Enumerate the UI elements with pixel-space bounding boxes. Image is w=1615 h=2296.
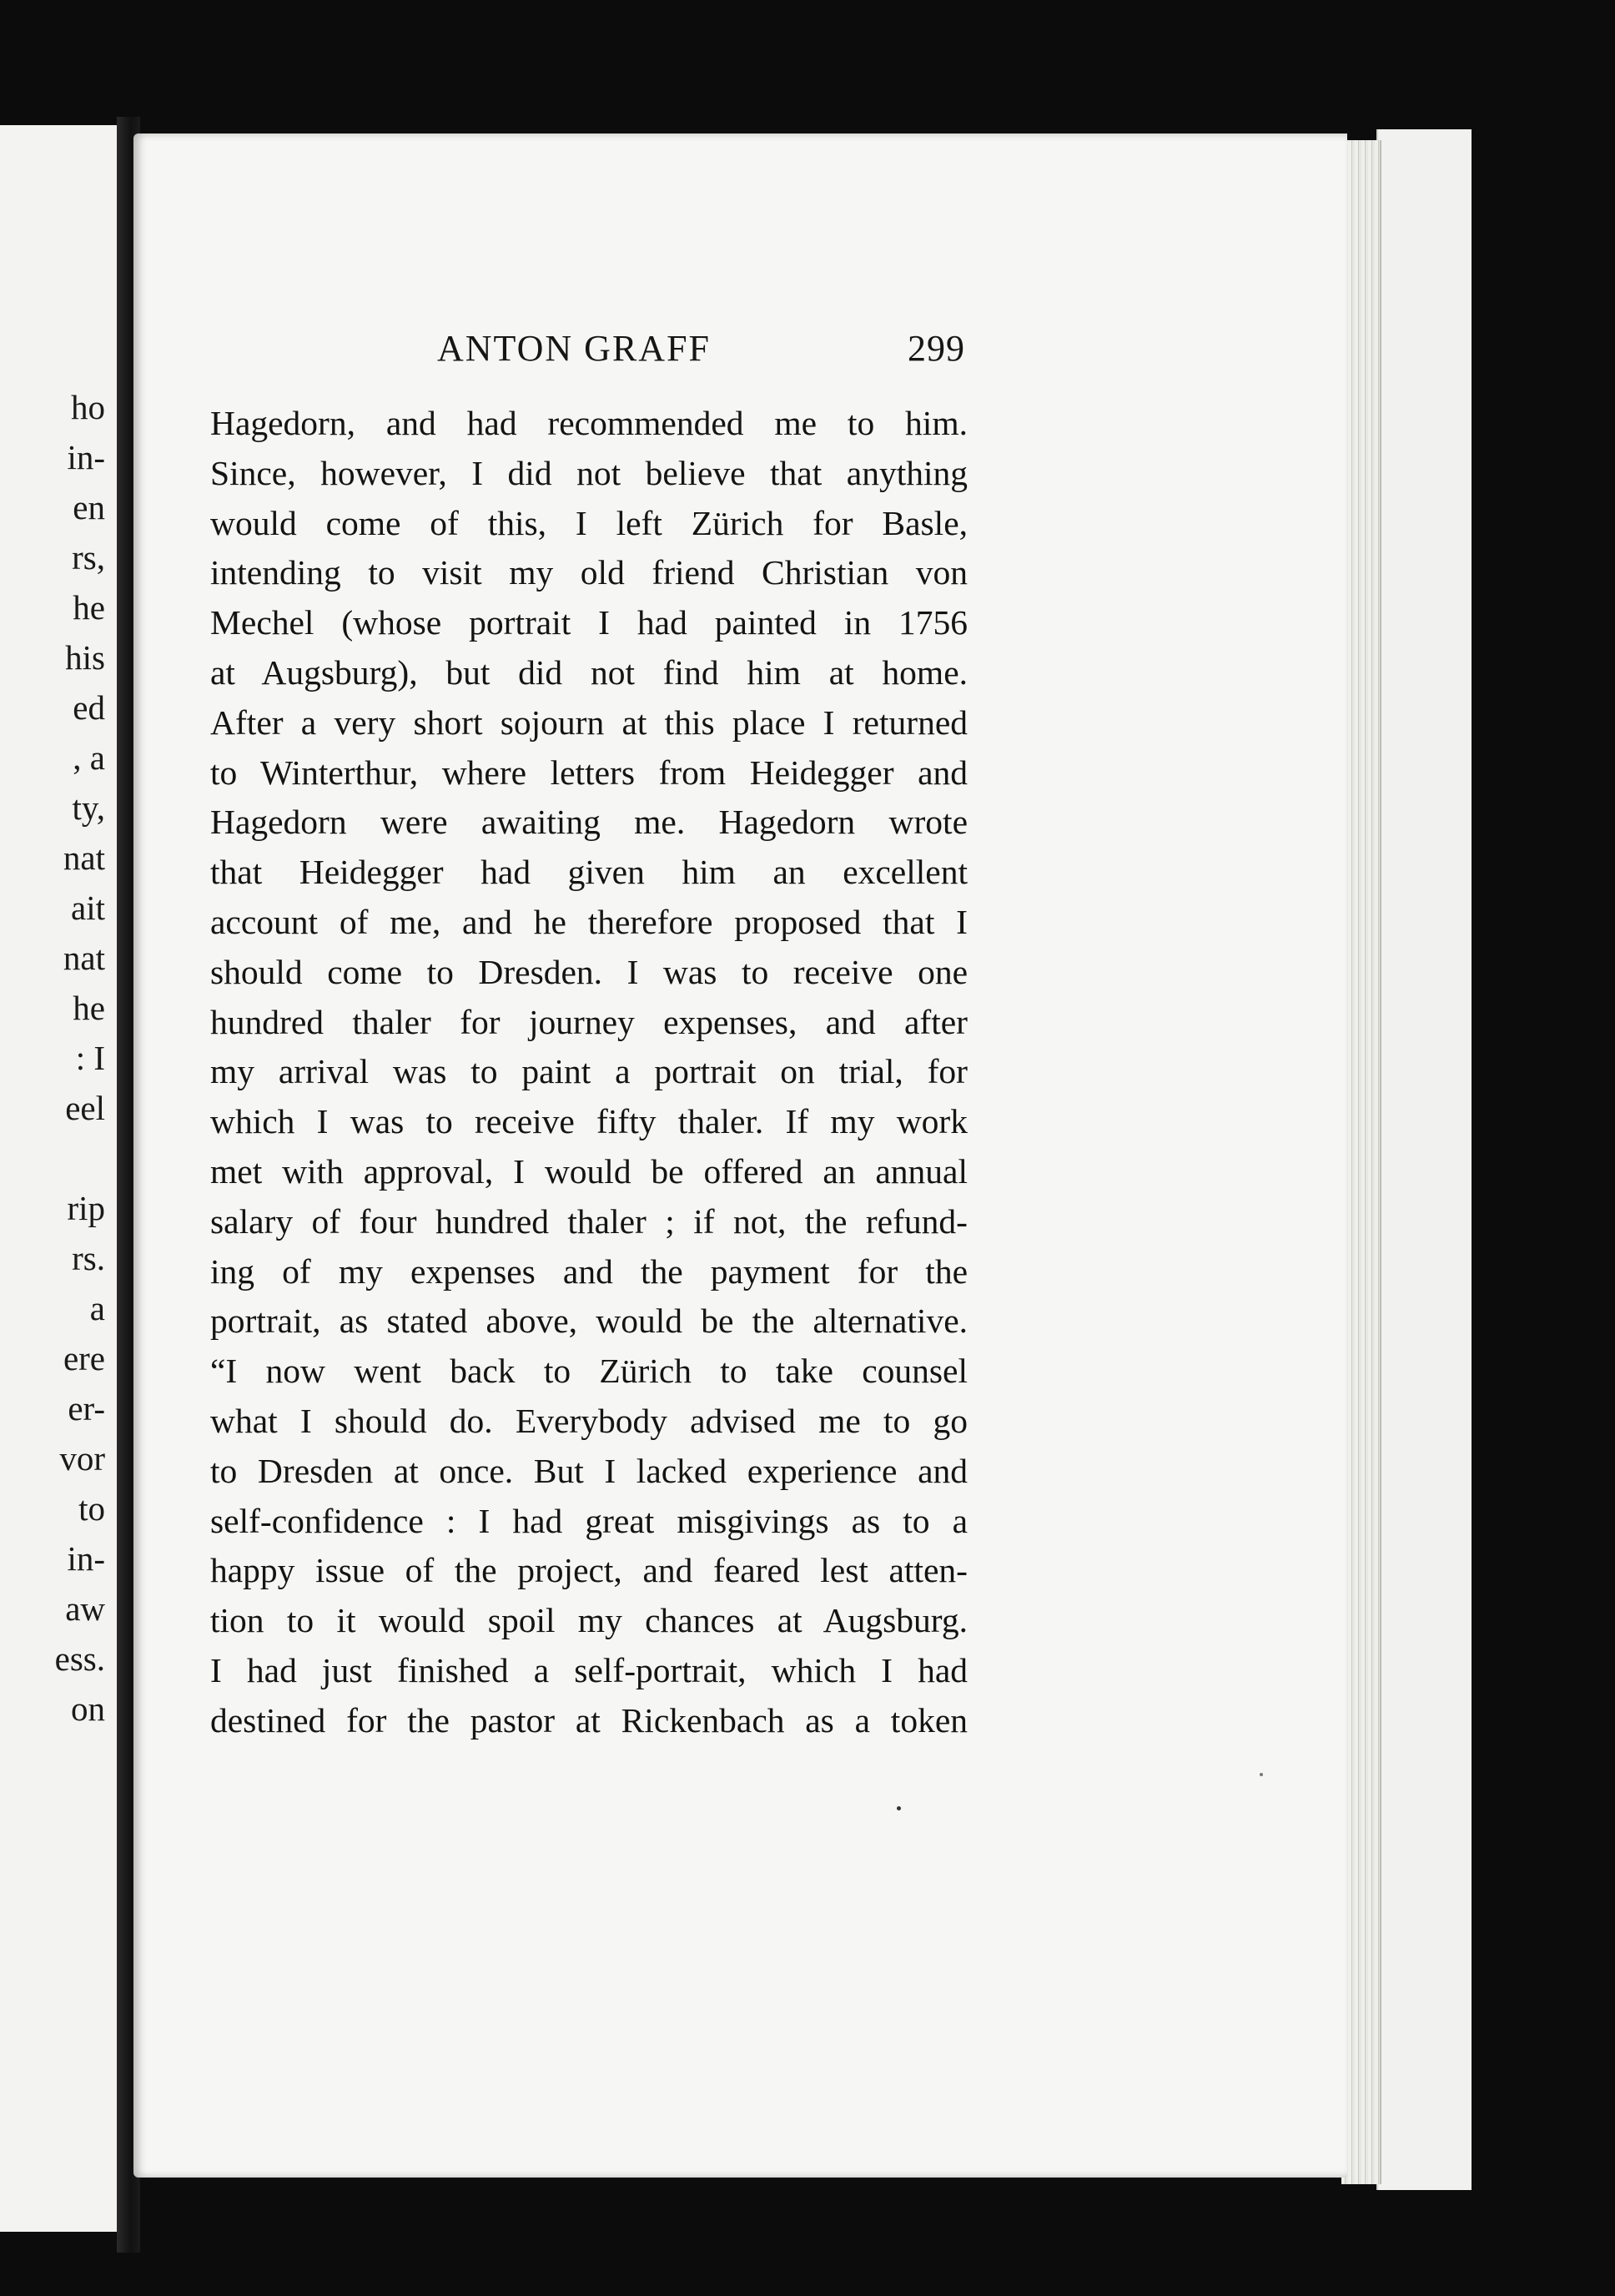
facing-page-fragment: vor: [59, 1439, 105, 1478]
text-line: to Dresden at once. But I lacked experience and: [210, 1451, 968, 1490]
text-line: portrait, as stated above, would be the alternative.: [210, 1302, 968, 1341]
running-head: [0, 327, 1615, 377]
text-line: salary of four hundred thaler ; if not, the refund-: [210, 1201, 968, 1241]
text-line: Hagedorn were awaiting me. Hagedorn wrote: [210, 803, 968, 842]
text-line: ing of my expenses and the payment for the: [210, 1251, 968, 1291]
facing-page-fragment: in-: [67, 1539, 105, 1578]
page-number: 299: [908, 328, 965, 369]
speck-mark: [897, 1806, 901, 1810]
facing-page-fragment: he: [73, 989, 105, 1027]
text-line: I had just finished a self-portrait, which I had: [210, 1650, 968, 1689]
text-line: met with approval, I would be offered an annual: [210, 1151, 968, 1191]
running-title: ANTON GRAFF: [437, 328, 712, 369]
back-cover-edge: [1376, 129, 1472, 2190]
text-line: which I was to receive fifty thaler. If my work: [210, 1102, 968, 1141]
text-line: “I now went back to Zürich to take counsel: [210, 1352, 968, 1391]
facing-page-fragment: ho: [71, 388, 105, 426]
body-text: [210, 399, 968, 1746]
facing-page-fragment: he: [73, 588, 105, 627]
text-line: at Augsburg), but did not find him at home.: [210, 652, 968, 692]
text-line: should come to Dresden. I was to receive one: [210, 952, 968, 991]
text-line: Hagedorn, and had recommended me to him.: [210, 404, 968, 442]
facing-page-fragment: his: [65, 638, 105, 677]
facing-page-fragment: on: [71, 1689, 105, 1728]
facing-page-fragment: aw: [65, 1589, 105, 1628]
text-line: that Heidegger had given him an excellent: [210, 853, 968, 892]
text-line: happy issue of the project, and feared lest atten-: [210, 1551, 968, 1590]
facing-page-fragment: : I: [75, 1039, 105, 1077]
text-line: After a very short sojourn at this place I returned: [210, 702, 968, 742]
facing-page-fragment: a: [89, 1289, 105, 1327]
text-line: hundred thaler for journey expenses, and after: [210, 1002, 968, 1041]
facing-page-fragment: ere: [63, 1339, 105, 1377]
text-line: Mechel (whose portrait I had painted in 1756: [210, 603, 968, 642]
text-line: Since, however, I did not believe that anything: [210, 453, 968, 492]
text-line: to Winterthur, where letters from Heidegger and: [210, 753, 968, 792]
facing-page-fragment: to: [78, 1489, 105, 1528]
facing-page-fragment: eel: [65, 1089, 105, 1127]
text-line: destined for the pastor at Rickenbach as a token: [210, 1700, 968, 1740]
facing-page-fragment: rip: [67, 1189, 105, 1227]
text-line: self-confidence : I had great misgivings as to a: [210, 1501, 968, 1540]
text-line: intending to visit my old friend Christian von: [210, 553, 968, 592]
facing-page-fragment: er-: [68, 1389, 105, 1427]
facing-page-fragment: nat: [63, 838, 105, 877]
facing-page-fragment: ess.: [54, 1639, 105, 1678]
facing-page-fragment: in-: [67, 438, 105, 476]
facing-page-fragment: ty,: [72, 788, 105, 827]
facing-page-fragment: ed: [73, 688, 105, 727]
text-line: my arrival was to paint a portrait on trial, for: [210, 1052, 968, 1091]
facing-page-fragment: rs,: [72, 538, 105, 577]
facing-page-fragment: nat: [63, 939, 105, 977]
text-line: would come of this, I left Zürich for Basle,: [210, 503, 968, 542]
facing-page-fragment: rs.: [72, 1239, 105, 1277]
facing-page-fragment: , a: [73, 738, 105, 777]
page-edges: [1341, 140, 1381, 2184]
text-line: account of me, and he therefore proposed that I: [210, 902, 968, 941]
text-line: what I should do. Everybody advised me to go: [210, 1401, 968, 1440]
facing-page-fragment: ait: [71, 889, 105, 927]
speck-mark: [1260, 1773, 1263, 1776]
facing-page-fragment: en: [73, 488, 105, 526]
facing-page: [0, 125, 119, 2232]
text-line: tion to it would spoil my chances at Augsburg.: [210, 1601, 968, 1640]
